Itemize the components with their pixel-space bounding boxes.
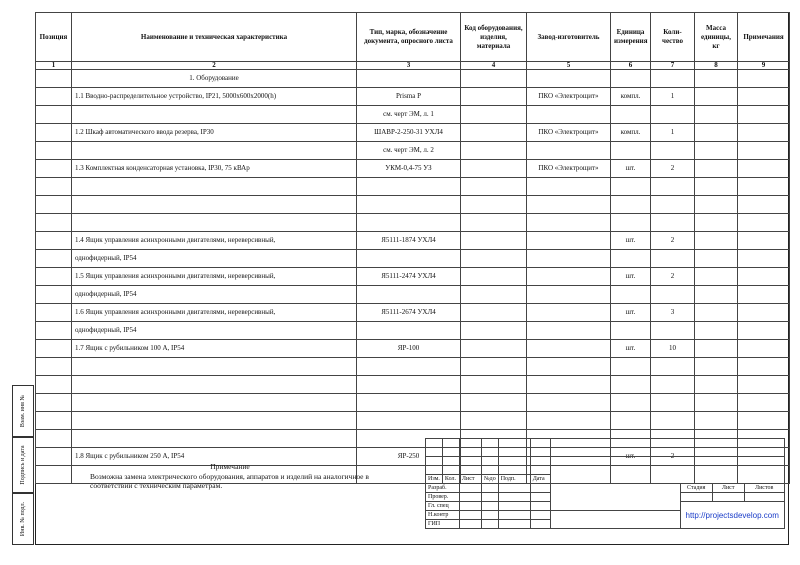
row-type — [357, 322, 461, 340]
header-type: Тип, марка, обозначение документа, опросного листа — [357, 13, 461, 62]
row-unit: компл. — [611, 124, 651, 142]
row-code — [461, 160, 527, 178]
col-number: 6 — [611, 62, 651, 70]
stamp-role-gip: ГИП — [426, 520, 460, 529]
row-note — [738, 394, 790, 412]
row-unit — [611, 358, 651, 376]
row-unit — [611, 286, 651, 304]
row-mass — [695, 376, 738, 394]
header-row — [36, 13, 790, 62]
row-mass — [695, 160, 738, 178]
row-name: однофидерный, IP54 — [72, 286, 357, 304]
table-row — [36, 394, 790, 412]
row-mass — [695, 322, 738, 340]
row-note — [738, 70, 790, 88]
header-position: Позиция — [36, 13, 72, 62]
row-name: однофидерный, IP54 — [72, 250, 357, 268]
note-title: Примечание — [210, 462, 250, 471]
header-notes: Примечания — [738, 13, 790, 62]
row-note — [738, 178, 790, 196]
row-maker: ПКО «Электрощит» — [527, 160, 611, 178]
row-maker — [527, 196, 611, 214]
table-row — [36, 70, 790, 88]
row-note — [738, 322, 790, 340]
note-text: Возможна замена электрического оборудования, аппаратов и изделий на аналогичное в соответствии с техническим параметрам. — [90, 472, 369, 490]
row-note — [738, 250, 790, 268]
row-unit: шт. — [611, 232, 651, 250]
row-code — [461, 286, 527, 304]
row-position — [36, 160, 72, 178]
row-position — [36, 88, 72, 106]
row-maker — [527, 214, 611, 232]
row-unit — [611, 214, 651, 232]
row-code — [461, 304, 527, 322]
row-name — [72, 106, 357, 124]
row-mass — [695, 142, 738, 160]
row-type — [357, 214, 461, 232]
row-unit: шт. — [611, 268, 651, 286]
row-mass — [695, 268, 738, 286]
row-note — [738, 268, 790, 286]
specification-table — [35, 12, 790, 484]
row-note — [738, 232, 790, 250]
table-row — [36, 412, 790, 430]
row-note — [738, 412, 790, 430]
row-qty — [651, 106, 695, 124]
row-unit — [611, 412, 651, 430]
row-note — [738, 286, 790, 304]
stamp-col-change: Изм. — [426, 475, 443, 484]
column-number-row — [36, 62, 790, 70]
side-label-signature: Подпись и дата — [20, 445, 26, 485]
row-name — [72, 358, 357, 376]
row-position — [36, 232, 72, 250]
row-position — [36, 358, 72, 376]
row-qty: 1 — [651, 124, 695, 142]
row-name — [72, 430, 357, 448]
stamp-role-chief-spec: Гл. спец — [426, 502, 460, 511]
table-row — [36, 106, 790, 124]
row-qty: 2 — [651, 268, 695, 286]
side-label-replace-inv: Взам. инв № — [20, 394, 26, 428]
row-qty — [651, 214, 695, 232]
row-mass — [695, 178, 738, 196]
row-position — [36, 304, 72, 322]
row-qty — [651, 358, 695, 376]
stamp-role-normcontrol: Н.контр — [426, 511, 460, 520]
table-row — [36, 178, 790, 196]
row-maker — [527, 412, 611, 430]
row-position — [36, 106, 72, 124]
row-unit — [611, 142, 651, 160]
row-position — [36, 178, 72, 196]
row-mass — [695, 232, 738, 250]
row-qty: 1 — [651, 88, 695, 106]
header-code: Код оборудования, изделия, материала — [461, 13, 527, 62]
row-name: 1.5 Ящик управления асинхронными двигателями, нереверсивный, — [72, 268, 357, 286]
row-name: 1.1 Вводно-распределительное устройство, IP21, 5000х600х2000(h) — [72, 88, 357, 106]
row-unit — [611, 376, 651, 394]
row-unit — [611, 394, 651, 412]
row-name — [72, 412, 357, 430]
row-type — [357, 250, 461, 268]
row-qty: 2 — [651, 160, 695, 178]
row-position — [36, 250, 72, 268]
row-type: ЯР-100 — [357, 340, 461, 358]
row-mass — [695, 106, 738, 124]
stamp-col-doc: №до — [481, 475, 498, 484]
side-label-inv-number: Инв. № подл. — [20, 501, 26, 537]
row-qty — [651, 412, 695, 430]
row-code — [461, 178, 527, 196]
row-position — [36, 214, 72, 232]
table-row — [36, 304, 790, 322]
row-position — [36, 268, 72, 286]
row-maker — [527, 358, 611, 376]
row-type: ЯР-250 — [357, 448, 461, 466]
row-position — [36, 196, 72, 214]
row-mass — [695, 412, 738, 430]
col-number: 1 — [36, 62, 72, 70]
row-qty — [651, 376, 695, 394]
row-type: Я5111-2474 УХЛ4 — [357, 268, 461, 286]
row-code — [461, 250, 527, 268]
row-maker: ПКО «Электрощит» — [527, 88, 611, 106]
table-row — [36, 322, 790, 340]
row-mass — [695, 250, 738, 268]
row-note — [738, 142, 790, 160]
row-type: Я5111-1874 УХЛ4 — [357, 232, 461, 250]
row-name: 1.2 Шкаф автоматического ввода резерва, IP30 — [72, 124, 357, 142]
header-unit: Единица измерения — [611, 13, 651, 62]
row-maker — [527, 70, 611, 88]
row-name — [72, 178, 357, 196]
header-maker: Завод-изготовитель — [527, 13, 611, 62]
row-name — [72, 376, 357, 394]
row-maker — [527, 304, 611, 322]
col-number: 8 — [695, 62, 738, 70]
col-number: 3 — [357, 62, 461, 70]
row-position — [36, 430, 72, 448]
row-type — [357, 412, 461, 430]
row-note — [738, 160, 790, 178]
row-qty: 3 — [651, 304, 695, 322]
row-maker — [527, 322, 611, 340]
row-unit — [611, 106, 651, 124]
row-type — [357, 178, 461, 196]
row-note — [738, 214, 790, 232]
row-note — [738, 376, 790, 394]
table-row — [36, 88, 790, 106]
col-number: 2 — [72, 62, 357, 70]
stamp-col-sign: Подп. — [498, 475, 530, 484]
row-name: 1.7 Ящик с рубильником 100 А, IP54 — [72, 340, 357, 358]
row-mass — [695, 214, 738, 232]
row-qty — [651, 286, 695, 304]
row-note — [738, 88, 790, 106]
row-mass — [695, 286, 738, 304]
row-note — [738, 304, 790, 322]
row-unit — [611, 322, 651, 340]
row-unit: шт. — [611, 340, 651, 358]
row-position — [36, 376, 72, 394]
row-position — [36, 394, 72, 412]
row-name — [72, 196, 357, 214]
row-code — [461, 106, 527, 124]
row-type — [357, 286, 461, 304]
row-mass — [695, 358, 738, 376]
row-type: см. черт ЭМ, л. 2 — [357, 142, 461, 160]
row-code — [461, 124, 527, 142]
table-row — [36, 232, 790, 250]
row-unit: шт. — [611, 448, 651, 466]
row-type: см. черт ЭМ, л. 1 — [357, 106, 461, 124]
row-code — [461, 88, 527, 106]
row-maker — [527, 178, 611, 196]
row-name: 1.6 Ящик управления асинхронными двигателями, нереверсивный, — [72, 304, 357, 322]
row-type: ШАВР-2-250-31 УХЛ4 — [357, 124, 461, 142]
stamp-col-sheet: Лист — [459, 475, 481, 484]
row-type — [357, 376, 461, 394]
row-note — [738, 340, 790, 358]
side-box-replace-inv — [12, 385, 34, 437]
stamp-sheets-label: Листов — [744, 484, 784, 493]
stamp-col-qty: Кол. — [442, 475, 459, 484]
col-number: 5 — [527, 62, 611, 70]
row-code — [461, 232, 527, 250]
row-qty — [651, 142, 695, 160]
row-unit: шт. — [611, 304, 651, 322]
row-code — [461, 196, 527, 214]
row-unit — [611, 70, 651, 88]
row-unit — [611, 178, 651, 196]
row-type: Prisma P — [357, 88, 461, 106]
row-mass — [695, 124, 738, 142]
row-maker — [527, 286, 611, 304]
row-unit — [611, 196, 651, 214]
row-name: 1.8 Ящик с рубильником 250 А, IP54 — [72, 448, 357, 466]
row-code — [461, 268, 527, 286]
row-code — [461, 322, 527, 340]
row-unit — [611, 250, 651, 268]
row-unit: шт. — [611, 160, 651, 178]
stamp-role-checker: Провер. — [426, 493, 460, 502]
row-code — [461, 394, 527, 412]
row-name: 1. Оборудование — [72, 70, 357, 88]
spec-body — [36, 70, 790, 484]
row-qty: 2 — [651, 448, 695, 466]
row-code — [461, 358, 527, 376]
row-type — [357, 394, 461, 412]
table-row — [36, 268, 790, 286]
row-type — [357, 196, 461, 214]
row-name — [72, 142, 357, 160]
stamp-col-date: Дата — [530, 475, 550, 484]
row-code — [461, 412, 527, 430]
table-row — [36, 160, 790, 178]
row-note — [738, 124, 790, 142]
row-maker: ПКО «Электрощит» — [527, 124, 611, 142]
row-position — [36, 142, 72, 160]
stamp-role-developer: Разраб. — [426, 484, 460, 493]
row-position — [36, 340, 72, 358]
table-row — [36, 142, 790, 160]
col-number: 7 — [651, 62, 695, 70]
side-box-signature — [12, 437, 34, 493]
title-block — [425, 438, 785, 529]
row-qty — [651, 70, 695, 88]
header-qty: Коли-чество — [651, 13, 695, 62]
row-name: 1.4 Ящик управления асинхронными двигателями, нереверсивный, — [72, 232, 357, 250]
row-code — [461, 70, 527, 88]
row-type: УКМ-0,4-75 УЗ — [357, 160, 461, 178]
row-type — [357, 358, 461, 376]
row-maker — [527, 142, 611, 160]
stamp-stage-label: Стадия — [680, 484, 712, 493]
table-row — [36, 340, 790, 358]
row-name: 1.3 Комплектная конденсаторная установка, IP30, 75 кВАр — [72, 160, 357, 178]
row-mass — [695, 304, 738, 322]
row-position — [36, 412, 72, 430]
stamp-sheet-label: Лист — [712, 484, 744, 493]
table-row — [36, 124, 790, 142]
row-type: Я5111-2674 УХЛ4 — [357, 304, 461, 322]
table-row — [36, 196, 790, 214]
row-qty: 2 — [651, 232, 695, 250]
row-code — [461, 376, 527, 394]
row-qty — [651, 250, 695, 268]
row-qty: 10 — [651, 340, 695, 358]
row-name: однофидерный, IP54 — [72, 322, 357, 340]
row-note — [738, 106, 790, 124]
row-position — [36, 124, 72, 142]
row-qty — [651, 394, 695, 412]
row-code — [461, 214, 527, 232]
row-mass — [695, 196, 738, 214]
row-maker — [527, 340, 611, 358]
row-mass — [695, 340, 738, 358]
header-mass: Масса единицы, кг — [695, 13, 738, 62]
col-number: 4 — [461, 62, 527, 70]
side-box-inv-number — [12, 493, 34, 545]
website-link[interactable]: http://projectsdevelop.com — [685, 510, 779, 520]
row-code — [461, 340, 527, 358]
row-position — [36, 70, 72, 88]
col-number: 9 — [738, 62, 790, 70]
row-maker — [527, 250, 611, 268]
table-row — [36, 358, 790, 376]
row-code — [461, 142, 527, 160]
row-type — [357, 70, 461, 88]
row-mass — [695, 88, 738, 106]
row-qty — [651, 322, 695, 340]
row-maker — [527, 268, 611, 286]
row-position — [36, 286, 72, 304]
row-maker — [527, 106, 611, 124]
table-row — [36, 214, 790, 232]
table-row — [36, 250, 790, 268]
row-mass — [695, 394, 738, 412]
row-note — [738, 358, 790, 376]
row-qty — [651, 196, 695, 214]
row-unit: компл. — [611, 88, 651, 106]
header-name: Наименование и техническая характеристика — [72, 13, 357, 62]
row-name — [72, 214, 357, 232]
row-mass — [695, 70, 738, 88]
row-maker — [527, 232, 611, 250]
row-qty — [651, 178, 695, 196]
row-note — [738, 196, 790, 214]
row-maker — [527, 394, 611, 412]
row-name — [72, 394, 357, 412]
row-position — [36, 322, 72, 340]
table-row — [36, 376, 790, 394]
table-row — [36, 286, 790, 304]
row-maker — [527, 376, 611, 394]
